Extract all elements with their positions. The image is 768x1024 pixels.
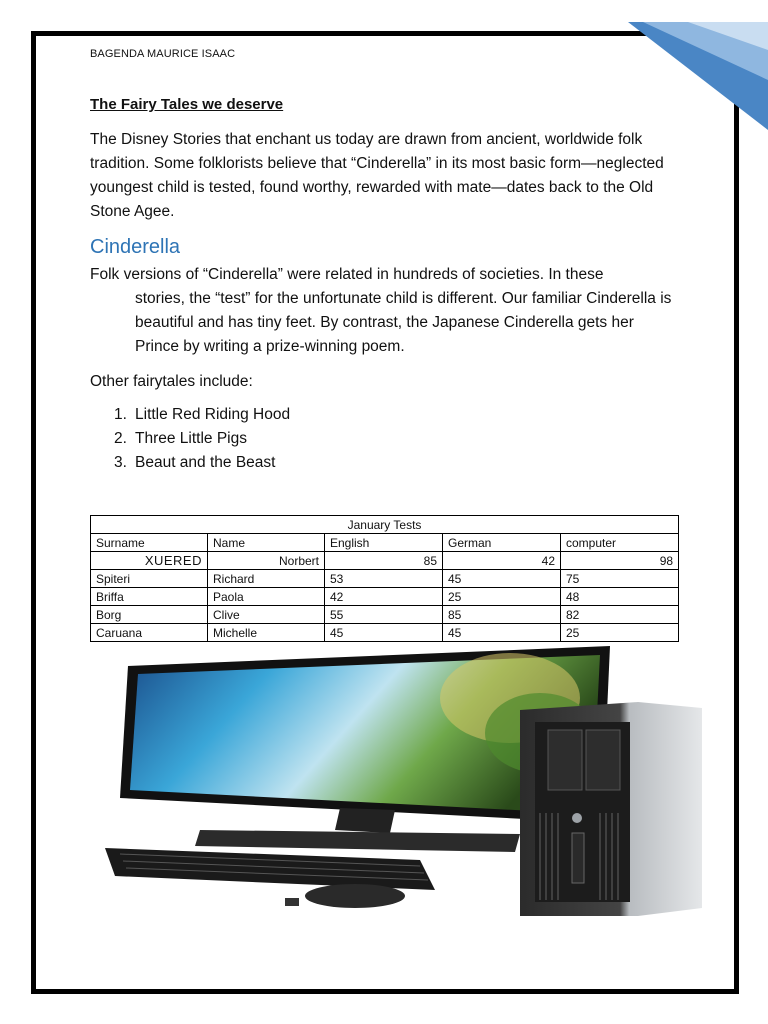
- cell-computer: 75: [561, 570, 679, 588]
- cell-surname: XUERED: [91, 552, 208, 570]
- cell-german: 45: [443, 624, 561, 642]
- cell-english: 55: [325, 606, 443, 624]
- cell-surname: Borg: [91, 606, 208, 624]
- cell-surname: Spiteri: [91, 570, 208, 588]
- cell-english: 45: [325, 624, 443, 642]
- header-cell: computer: [561, 534, 679, 552]
- table-row: [91, 606, 679, 624]
- table-header-row: [91, 534, 679, 552]
- cell-surname: Briffa: [91, 588, 208, 606]
- cell-english: 53: [325, 570, 443, 588]
- cell-german: 42: [443, 552, 561, 570]
- list-number: 1.: [114, 406, 127, 423]
- table-row: [91, 552, 679, 570]
- cell-german: 25: [443, 588, 561, 606]
- cinderella-paragraph: [90, 263, 675, 359]
- corner-decoration: [598, 0, 768, 130]
- intro-paragraph: The Disney Stories that enchant us today are drawn from ancient, worldwide folk tradition. Some folklorists believe that “Cinderella” in its most basic form—neglected youngest child is tested, found worthy, rewarded with mate—dates back to the Old Stone Agee.: [90, 131, 664, 220]
- table-caption: January Tests: [91, 516, 679, 534]
- list-item: [114, 403, 290, 427]
- other-fairytales-intro: Other fairytales include:: [90, 373, 253, 390]
- list-text: Little Red Riding Hood: [135, 406, 291, 423]
- cell-german: 45: [443, 570, 561, 588]
- cell-english: 85: [325, 552, 443, 570]
- january-tests-table: [90, 515, 679, 642]
- cell-computer: 25: [561, 624, 679, 642]
- list-number: 2.: [114, 430, 127, 447]
- author-name: BAGENDA MAURICE ISAAC: [90, 48, 236, 60]
- header-cell: English: [325, 534, 443, 552]
- header-cell: German: [443, 534, 561, 552]
- cell-name: Norbert: [208, 552, 325, 570]
- cell-computer: 48: [561, 588, 679, 606]
- header-cell: Name: [208, 534, 325, 552]
- cell-surname: Caruana: [91, 624, 208, 642]
- cell-name: Richard: [208, 570, 325, 588]
- desktop-computer-image: [90, 638, 708, 920]
- list-text: Beaut and the Beast: [135, 454, 276, 471]
- cell-english: 42: [325, 588, 443, 606]
- list-text: Three Little Pigs: [135, 430, 247, 447]
- section-heading: Cinderella: [90, 236, 181, 258]
- list-item: [114, 427, 290, 451]
- list-item: [114, 451, 290, 475]
- document-title: The Fairy Tales we deserve: [90, 96, 284, 113]
- cell-computer: 82: [561, 606, 679, 624]
- cell-name: Paola: [208, 588, 325, 606]
- fairytale-list: [114, 403, 290, 475]
- cinderella-indented-lines: stories, the “test” for the unfortunate child is different. Our familiar Cinderella is beautiful and has tiny feet. By contrast, the Japanese Cinderella gets her Prince by writing a prize-winning poem.: [135, 290, 672, 355]
- table-caption-row: [91, 516, 679, 534]
- cell-computer: 98: [561, 552, 679, 570]
- cell-german: 85: [443, 606, 561, 624]
- header-cell: Surname: [91, 534, 208, 552]
- cell-name: Michelle: [208, 624, 325, 642]
- cell-name: Clive: [208, 606, 325, 624]
- list-number: 3.: [114, 454, 127, 471]
- table-row: [91, 588, 679, 606]
- cinderella-first-line: Folk versions of “Cinderella” were related in hundreds of societies. In these: [90, 266, 604, 283]
- table-row: [91, 570, 679, 588]
